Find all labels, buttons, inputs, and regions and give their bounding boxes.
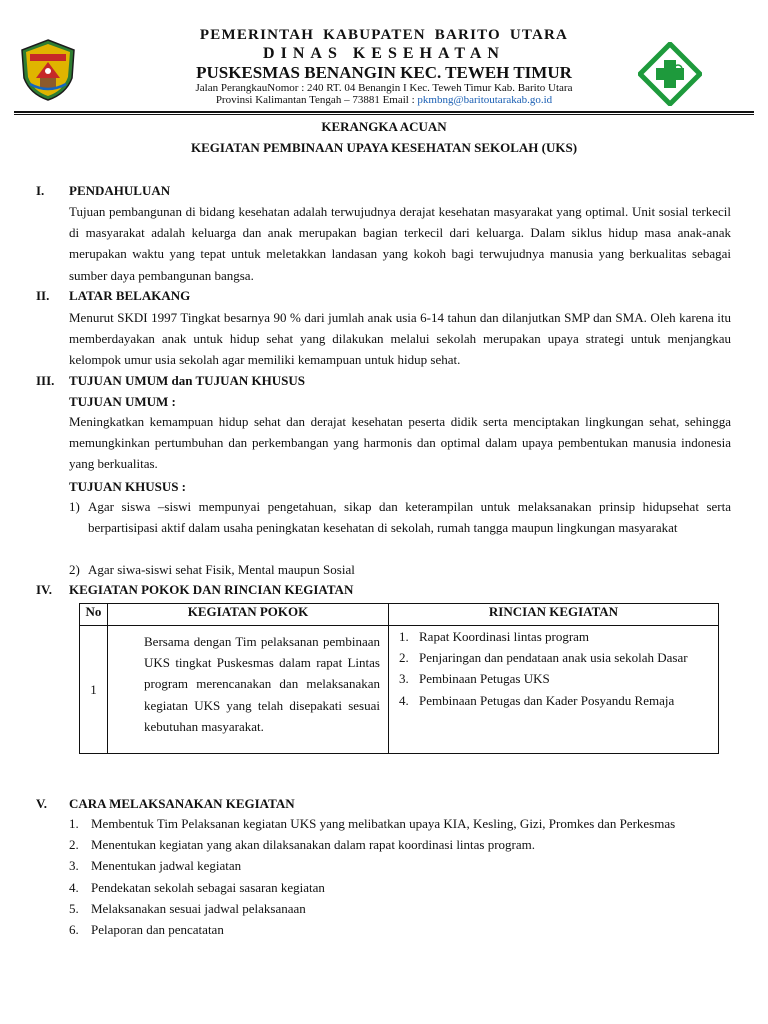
rincian-item [395, 647, 712, 668]
section-2-paragraph: Menurut SKDI 1997 Tingkat besarnya 90 % dari jumlah anak usia 6-14 tahun dan dilanjutkan SMP dan SMA. Oleh karena itu memberdayakan anak untuk hidup sehat yang dilakukan melalui sekolah merupakan upaya strategi untuk menjangkau kelompok umur usia sekolah agar memiliki kemampuan untuk hidup sehat. [69, 310, 731, 368]
table-header-kegiatan-pokok: KEGIATAN POKOK [108, 604, 389, 626]
tujuan-khusus-label: TUJUAN KHUSUS : [69, 479, 187, 494]
rincian-item-text: Pembinaan Petugas UKS [419, 671, 550, 687]
section-4-title: KEGIATAN POKOK DAN RINCIAN KEGIATAN [69, 582, 354, 597]
header-puskesmas: PUSKESMAS BENANGIN KEC. TEWEH TIMUR [196, 63, 572, 82]
rincian-item-text: Penjaringan dan pendataan anak usia sekolah Dasar [419, 650, 688, 666]
section-3-number: III. [36, 373, 55, 388]
list-item-text: Menentukan kegiatan yang akan dilaksanakan dalam rapat koordinasi lintas program. [91, 837, 536, 853]
list-item-number: 4. [69, 879, 79, 895]
section-2-text [69, 307, 731, 371]
list-item-number: 2. [69, 837, 79, 853]
tujuan-khusus-item-number: 2) [69, 562, 80, 577]
list-item [69, 898, 731, 919]
list-item [69, 855, 731, 876]
rincian-item [395, 626, 712, 647]
rincian-item-number: 4. [399, 692, 409, 708]
section-1-text [69, 201, 731, 286]
list-item-text: Melaksanakan sesuai jadwal pelaksanaan [91, 900, 306, 916]
rincian-item [395, 690, 712, 711]
section-5-title: CARA MELAKSANAKAN KEGIATAN [69, 796, 295, 811]
table-cell-rincian-kegiatan [389, 626, 719, 754]
header-agency: DINAS KESEHATAN [263, 45, 505, 62]
header-address: Jalan PerangkauNomor : 240 RT. 04 Benangin I Kec. Teweh Timur Kab. Barito Utara [195, 82, 573, 94]
kegiatan-table [79, 603, 719, 754]
cara-melaksanakan-list [69, 813, 731, 940]
puskesmas-logo [638, 42, 702, 106]
list-item-number: 5. [69, 900, 79, 916]
header-rule-thick [14, 111, 754, 113]
list-item-number: 3. [69, 858, 79, 874]
puskesmas-cross-logo-icon [638, 42, 702, 106]
list-item [69, 834, 731, 855]
section-2-title: LATAR BELAKANG [69, 288, 191, 303]
rincian-item-text: Rapat Koordinasi lintas program [419, 629, 590, 644]
section-1-number: I. [36, 183, 45, 198]
tujuan-khusus-item-text: Agar siswa –siswi mempunyai pengetahuan, sikap dan keterampilan untuk melaksanakan prinsip hidupsehat serta berpartisipasi aktif dalam usaha peningkatan kesehatan di sekolah, rumah tangga maupun lingkungan masyarakat [88, 499, 731, 536]
section-2-number: II. [36, 288, 50, 303]
rincian-item-number: 3. [399, 671, 409, 687]
list-item-number: 6. [69, 922, 79, 938]
list-item-text: Menentukan jadwal kegiatan [91, 858, 242, 874]
rincian-item [395, 668, 712, 689]
rincian-item-text: Pembinaan Petugas dan Kader Posyandu Remaja [419, 692, 675, 708]
tujuan-khusus-item-number: 1) [69, 499, 80, 514]
tujuan-umum-text [69, 411, 731, 475]
table-header-no: No [80, 604, 108, 626]
list-item [69, 919, 731, 940]
list-item [69, 813, 731, 834]
table-row [80, 626, 719, 754]
list-item-text: Pelaporan dan pencatatan [91, 922, 224, 938]
tujuan-umum-label: TUJUAN UMUM : [69, 394, 176, 409]
tujuan-khusus-item-text: Agar siwa-siswi sehat Fisik, Mental maupun Sosial [88, 562, 355, 577]
tujuan-khusus-item [69, 496, 731, 560]
list-item-number: 1. [69, 816, 79, 831]
section-3-title: TUJUAN UMUM dan TUJUAN KHUSUS [69, 373, 305, 388]
table-cell-kegiatan-pokok: Bersama dengan Tim pelaksanan pembinaan UKS tingkat Puskesmas dalam rapat Lintas program merencanakan dan melaksanakan kegiatan UKS yang telah disepakati sesuai kebutuhan masyarakat. [108, 626, 389, 754]
tujuan-umum-paragraph: Meningkatkan kemampuan hidup sehat dan derajat kesehatan peserta didik serta menciptakan lingkungan sehat, sehingga memungkinkan pertumbuhan dan perkembangan yang harmonis dan optimal dalam upaya pembentukan manusia indonesia yang berkualitas. [69, 414, 731, 472]
section-1-title: PENDAHULUAN [69, 183, 171, 198]
header-email-link[interactable]: pkmbng@baritoutarakab.go.id [417, 94, 553, 106]
list-item-text: Pendekatan sekolah sebagai sasaran kegiatan [91, 879, 325, 895]
header-rule-thin [14, 114, 754, 115]
document-title: KERANGKA ACUAN [321, 119, 447, 134]
list-item [69, 877, 731, 898]
document-subtitle: KEGIATAN PEMBINAAN UPAYA KESEHATAN SEKOLAH (UKS) [190, 140, 578, 155]
list-item-text: Membentuk Tim Pelaksanan kegiatan UKS yang melibatkan upaya KIA, Kesling, Gizi, Promkes dan Perkesmas [91, 816, 676, 831]
header-province: Provinsi Kalimantan Tengah – 73881 Email : [215, 94, 418, 106]
header-government: PEMERINTAH KABUPATEN BARITO UTARA [199, 27, 569, 43]
table-cell-no: 1 [80, 626, 108, 754]
rincian-item-number: 2. [399, 650, 409, 666]
section-1-paragraph: Tujuan pembangunan di bidang kesehatan adalah terwujudnya derajat kesehatan masyarakat yang optimal. Unit sosial terkecil di masyarakat adalah keluarga dan anak merupakan bagian terkecil dari keluarga. Dalam siklus hidup masa anak-anak merupakan waktu yang tepat untuk meletakkan landasan yang kokoh bagi terwujudnya manusia yang berkualitas sebagai sumber daya pembangunan bangsa. [69, 204, 731, 283]
rincian-item-number: 1. [399, 629, 409, 644]
table-header-row [80, 604, 719, 626]
section-5-number: V. [36, 796, 47, 811]
section-4-number: IV. [36, 582, 53, 597]
table-header-rincian-kegiatan: RINCIAN KEGIATAN [389, 604, 719, 626]
